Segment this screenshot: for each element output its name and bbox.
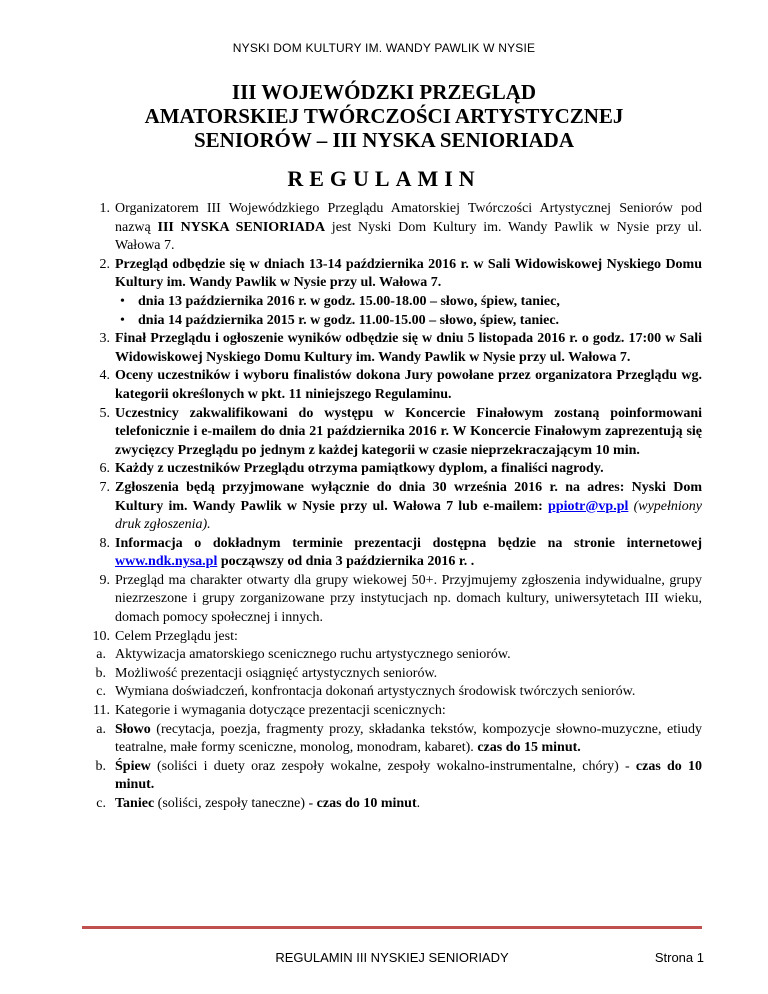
rule-11-a: a. Słowo (recytacja, poezja, fragmenty prozy, składanka tekstów, kompozycje słowno-muzyczne, etiudy teatralne, małe formy sceniczne, monolog, monodram, kabaret). czas do 15 minut. (96, 721, 702, 756)
rule-8: 8. Informacja o dokładnym terminie prezentacji dostępna będzie na stronie internetowej www.ndk.nysa.pl począwszy od dnia 3 października 2016 r. . (99, 535, 702, 570)
title-line-3: SENIORÓW – III NYSKA SENIORIADA (193, 128, 575, 152)
rule-2: 2. Przegląd odbędzie się w dniach 13-14 października 2016 r. w Sali Widowiskowej Nyskiego Domu Kultury im. Wandy Pawlik w Nysie przy ul. Wałowa 7. (99, 256, 702, 291)
rule-10-c: c. Wymiana doświadczeń, konfrontacja dokonań artystycznych środowisk twórczych seniorów. (96, 684, 636, 700)
rule-7: 7. Zgłoszenia będą przyjmowane wyłącznie do dnia 30 września 2016 r. na adres: Nyski Dom Kultury im. Wandy Pawlik w Nysie przy ul. Wałowa 7 lub e-mailem: ppiotr@vp.pl (wypełniony druk zgłoszenia). (99, 479, 703, 533)
document-title (60, 80, 708, 152)
bullet-icon: • (120, 312, 125, 328)
rule-3: 3. Finał Przeglądu i ogłoszenie wyników odbędzie się w dniu 5 listopada 2016 r. o godz. 17:00 w Sali Widowiskowej Nyskiego Domu Kultury im. Wandy Pawlik w Nysie przy ul. Wałowa 7. (99, 331, 702, 365)
rule-4: 4. Oceny uczestników i wyboru finalistów dokona Jury powołane przez organizatora Przeglądu wg. kategorii określonych w pkt. 11 niniejszego Regulaminu. (99, 368, 702, 402)
email-link[interactable]: ppiotr@vp.pl (548, 498, 629, 514)
rule-2-bullet-1: • dnia 13 października 2016 r. w godz. 15.00-18.00 – słowo, śpiew, taniec, (82, 293, 702, 312)
rule-11: 11. Kategorie i wymagania dotyczące prezentacji scenicznych: (93, 703, 446, 719)
footer-divider (82, 926, 702, 929)
rule-9: 9. Przegląd ma charakter otwarty dla grupy wiekowej 50+. Przyjmujemy zgłoszenia indywidualne, grupy niezrzeszone i grupy zorganizowane przy instytucjach np. domach kultury, uniwersytetach III wieku, domach pomocy społecznej i innych. (99, 572, 702, 626)
rule-11-c: c. Taniec (soliści, zespoły taneczne) - czas do 10 minut. (96, 796, 421, 811)
page-header: NYSKI DOM KULTURY IM. WANDY PAWLIK W NYSIE (232, 41, 536, 55)
rule-1: 1. Organizatorem III Wojewódzkiego Przeglądu Amatorskiej Twórczości Artystycznej Seniorów pod nazwą III NYSKA SENIORIADA jest Nyski Dom Kultury im. Wandy Pawlik w Nysie przy ul. Wałowa 7. (99, 201, 703, 254)
rule-5: 5. Uczestnicy zakwalifikowani do występu w Koncercie Finałowym zostaną poinformowani telefonicznie i e-mailem do dnia 21 października 2016 r. W Koncercie Finałowym zaprezentują się zwycięzcy Przeglądu po jednym z każdej kategorii w czasie nieprzekraczającym 10 min. (99, 405, 702, 458)
title-line-2: AMATORSKIEJ TWÓRCZOŚCI ARTYSTYCZNEJ (144, 104, 624, 128)
rule-2-bullet-2: • dnia 14 października 2015 r. w godz. 11.00-15.00 – słowo, śpiew, taniec. (82, 312, 702, 331)
rule-10: 10. Celem Przeglądu jest: (92, 628, 238, 644)
title-line-1: III WOJEWÓDZKI PRZEGLĄD (231, 80, 537, 104)
bullet-icon: • (120, 293, 125, 309)
rule-11-b: b. Śpiew (soliści i duety oraz zespoły wokalne, zespoły wokalno-instrumentalne, chóry) - czas do 10 minut. (95, 758, 702, 793)
page-number: Strona 1 (654, 950, 704, 965)
footer-title: REGULAMIN III NYSKIEJ SENIORIADY (275, 950, 509, 965)
rule-10-b: b. Możliwość prezentacji osiągnięć artystycznych seniorów. (95, 665, 438, 681)
rule-6: 6. Każdy z uczestników Przeglądu otrzyma pamiątkowy dyplom, a finaliści nagrody. (99, 461, 604, 477)
website-link[interactable]: www.ndk.nysa.pl (115, 554, 218, 570)
rules-list (82, 200, 702, 814)
rule-10-a: a. Aktywizacja amatorskiego scenicznego ruchu artystycznego seniorów. (96, 647, 511, 663)
regulamin-heading: REGULAMIN (287, 166, 481, 191)
